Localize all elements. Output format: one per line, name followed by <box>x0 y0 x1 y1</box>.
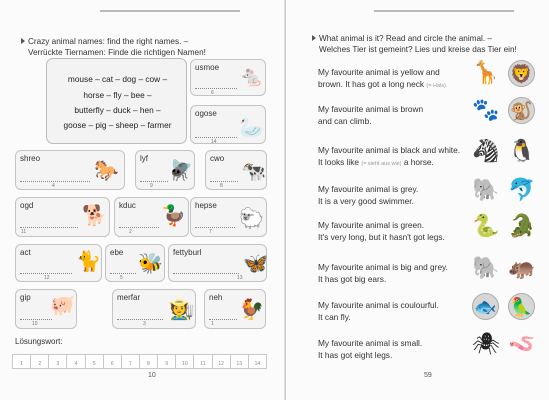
right-instruction <box>312 33 517 55</box>
cell-number: 4 <box>74 361 78 367</box>
answer-line[interactable] <box>195 137 237 138</box>
answer-word-grid[interactable] <box>12 354 267 369</box>
letter-number: 9 <box>150 183 153 189</box>
answer-letter-cell[interactable] <box>175 354 193 369</box>
answer-line[interactable] <box>20 273 72 274</box>
riddle-line <box>318 311 439 323</box>
answer-letter-cell[interactable] <box>121 354 139 369</box>
cell-number: 2 <box>38 361 42 367</box>
riddle-text <box>318 261 448 285</box>
page-number-left: 10 <box>148 372 156 379</box>
instruction-de: Welches Tier ist gemeint? Lies und kreise das Tier ein! <box>319 45 517 54</box>
answer-line[interactable] <box>140 181 168 182</box>
horse-icon: 🐎 <box>94 158 119 182</box>
letter-number: 1 <box>211 321 214 327</box>
answer-line[interactable] <box>195 227 235 228</box>
riddle-hint: (= sieht aus wie) <box>361 161 402 167</box>
scrambled-word: usmoe <box>195 63 220 72</box>
riddle-line: My favourite animal is grey. <box>318 184 419 194</box>
butterfly-icon: 🦋 <box>243 251 268 275</box>
answer-letter-cell[interactable] <box>139 354 157 369</box>
cell-number: 12 <box>218 361 224 367</box>
riddle-line-text: It's very long, but it hasn't got legs. <box>318 232 445 242</box>
sheep-icon: 🐑 <box>239 206 264 230</box>
elephant-icon[interactable]: 🐘 <box>472 256 500 281</box>
riddle-line <box>318 195 418 207</box>
riddle-text <box>318 337 422 361</box>
animal-card <box>190 105 266 144</box>
riddle-line <box>318 78 447 92</box>
letter-number: 7 <box>209 229 212 235</box>
spider-icon[interactable]: 🕷 <box>472 332 500 357</box>
scrambled-word: ogd <box>20 201 34 210</box>
cell-number: 5 <box>92 361 96 367</box>
word-list-line: mouse – cat – dog – cow – <box>67 74 168 84</box>
goose-icon: 🦢 <box>239 115 264 139</box>
riddle-line <box>318 115 423 127</box>
animal-card <box>204 289 266 329</box>
left-instruction <box>21 36 206 58</box>
instruction-de: Verrückte Tiernamen: Finde die richtigen Namen! <box>28 48 206 57</box>
riddle-line <box>318 156 460 170</box>
scrambled-word: cwo <box>210 154 225 163</box>
letter-number: 10 <box>32 321 38 327</box>
pig-icon: 🐖 <box>50 293 75 317</box>
cell-number: 3 <box>56 361 60 367</box>
letter-number: 12 <box>44 275 50 281</box>
answer-line[interactable] <box>20 227 78 228</box>
cell-number: 8 <box>147 361 150 367</box>
scrambled-word: merfar <box>117 293 141 302</box>
worm-icon[interactable]: 🪱 <box>508 332 536 357</box>
letter-number: 14 <box>211 139 217 145</box>
cow-icon: 🐄 <box>241 159 266 183</box>
answer-letter-cell[interactable] <box>66 354 84 369</box>
riddle-line: My favourite animal is black and white. <box>318 145 461 155</box>
riddle-line: My favourite animal is brown <box>318 104 424 114</box>
riddle-text <box>318 299 439 323</box>
riddle-line: My favourite animal is coulourful. <box>318 300 439 310</box>
riddle-line: My favourite animal is green. <box>318 220 425 230</box>
cell-number: 14 <box>254 361 261 367</box>
cat-icon: 🐈 <box>76 249 101 273</box>
mole-icon[interactable]: 🐾 <box>472 98 500 123</box>
instruction-en: What animal is it? Read and circle the animal. – <box>319 34 492 43</box>
riddle-text <box>318 219 445 243</box>
answer-letter-cell[interactable] <box>85 354 103 369</box>
answer-letter-cell[interactable] <box>103 354 121 369</box>
cell-number: 6 <box>110 361 114 367</box>
page-number-right: 59 <box>424 372 432 379</box>
letter-number: 8 <box>220 183 223 189</box>
cell-number: 1 <box>20 361 23 367</box>
scrambled-word: fettyburl <box>173 248 202 257</box>
riddle-line-text: It can fly. <box>318 312 351 322</box>
dolphin-icon[interactable]: 🐬 <box>508 178 536 203</box>
giraffe-icon[interactable]: 🦒 <box>472 61 500 86</box>
word-list-line: butterfly – duck – hen – <box>74 105 161 115</box>
answer-line[interactable] <box>209 319 237 320</box>
word-list-box <box>46 58 187 144</box>
farmer-icon: 🧑‍🌾 <box>169 297 194 321</box>
riddle-line-text: It has got eight legs. <box>318 350 393 360</box>
scrambled-word: ebe <box>110 248 124 257</box>
letter-number: 11 <box>21 229 27 235</box>
riddle-text <box>318 66 447 92</box>
scrambled-word: shreo <box>20 154 41 163</box>
answer-letter-cell[interactable] <box>248 354 267 369</box>
riddle-line <box>318 273 448 285</box>
answer-letter-cell[interactable] <box>157 354 175 369</box>
answer-line[interactable] <box>20 181 90 182</box>
answer-line[interactable] <box>210 181 238 182</box>
crocodile-icon[interactable]: 🐊 <box>508 214 536 239</box>
hen-icon: 🐓 <box>239 297 264 321</box>
letter-number: 4 <box>52 183 55 189</box>
riddle-line: My favourite animal is yellow and <box>318 67 440 77</box>
answer-letter-cell[interactable] <box>48 354 66 369</box>
letter-number: 3 <box>143 321 146 327</box>
answer-letter-cell[interactable] <box>30 354 48 369</box>
mouse-icon: 🐁 <box>239 64 264 88</box>
letter-number: 5 <box>120 275 123 281</box>
duck-icon: 🦆 <box>161 203 186 227</box>
top-rule <box>100 10 240 12</box>
answer-letter-cell[interactable] <box>230 354 248 369</box>
parrot-icon[interactable]: 🦜 <box>508 293 535 320</box>
riddle-line <box>318 231 445 243</box>
animal-card <box>114 197 189 237</box>
answer-line[interactable] <box>195 88 237 89</box>
scrambled-word: gip <box>20 293 31 302</box>
animal-card <box>135 150 195 190</box>
animal-card <box>205 150 267 190</box>
animal-card <box>190 197 267 237</box>
riddle-hint: (= Hals). <box>426 83 448 89</box>
zebra-icon[interactable]: 🦓 <box>472 139 500 164</box>
scrambled-word: act <box>20 248 31 257</box>
word-list-line: horse – fly – bee – <box>83 90 152 100</box>
riddle-line-text: It is a very good swimmer. <box>318 196 414 206</box>
animal-card <box>112 289 196 329</box>
snake-icon[interactable]: 🐍 <box>472 214 500 239</box>
letter-number: 6 <box>211 90 214 96</box>
cell-number: 7 <box>129 361 132 367</box>
answer-line[interactable] <box>173 273 239 274</box>
cell-number: 9 <box>165 361 169 367</box>
cell-number: 13 <box>236 361 243 367</box>
animal-card <box>15 289 77 329</box>
riddle-line-text: brown. It has got a long neck <box>318 79 425 89</box>
arrow-icon <box>21 38 25 44</box>
right-page <box>286 0 549 400</box>
scrambled-word: lyf <box>140 154 148 163</box>
riddle-text <box>318 183 418 207</box>
letter-number: 13 <box>237 275 243 281</box>
animal-card <box>15 197 110 237</box>
lion-icon[interactable]: 🦁 <box>508 60 535 87</box>
letter-number: 2 <box>129 229 132 235</box>
scrambled-word: ogose <box>195 109 217 118</box>
top-rule <box>374 10 514 12</box>
riddle-line-text: It has got big ears. <box>318 274 387 284</box>
fish-icon[interactable]: 🐟 <box>472 293 499 320</box>
animal-card <box>15 150 125 190</box>
bee-icon: 🐝 <box>138 251 163 275</box>
animal-card <box>168 244 267 282</box>
cell-number: 10 <box>182 361 188 367</box>
riddle-line <box>318 349 422 361</box>
answer-line[interactable] <box>117 319 163 320</box>
riddle-line: My favourite animal is big and grey. <box>318 262 448 272</box>
riddle-line-text: a horse. <box>403 157 434 167</box>
scrambled-word: hepse <box>195 201 217 210</box>
elephant-icon[interactable]: 🐘 <box>472 178 500 203</box>
animal-card <box>15 244 102 282</box>
answer-line[interactable] <box>20 319 52 320</box>
answer-line[interactable] <box>110 273 136 274</box>
scrambled-word: kduc <box>119 201 136 210</box>
fly-icon: 🪰 <box>168 158 193 182</box>
scrambled-word: neh <box>209 293 223 302</box>
arrow-icon <box>312 35 316 41</box>
animal-card <box>105 244 165 282</box>
instruction-en: Crazy animal names: find the right names. – <box>28 37 189 46</box>
answer-letter-cell[interactable] <box>193 354 211 369</box>
dog-icon: 🐕 <box>82 203 107 227</box>
riddle-line-text: and can climb. <box>318 116 372 126</box>
animal-card <box>190 59 266 96</box>
penguin-icon[interactable]: 🐧 <box>508 139 536 164</box>
monkey-icon[interactable]: 🐒 <box>508 97 535 124</box>
hippo-icon[interactable]: 🦛 <box>508 256 536 281</box>
riddle-text <box>318 103 423 127</box>
riddle-text <box>318 144 460 170</box>
riddle-line-text: It looks like <box>318 157 360 167</box>
answer-letter-cell[interactable] <box>12 354 30 369</box>
answer-letter-cell[interactable] <box>212 354 230 369</box>
word-list-line: goose – pig – sheep – farmer <box>63 120 172 130</box>
answer-label: Lösungswort: <box>15 337 63 346</box>
riddle-line: My favourite animal is small. <box>318 338 423 348</box>
answer-line[interactable] <box>119 227 159 228</box>
cell-number: 11 <box>200 361 206 367</box>
